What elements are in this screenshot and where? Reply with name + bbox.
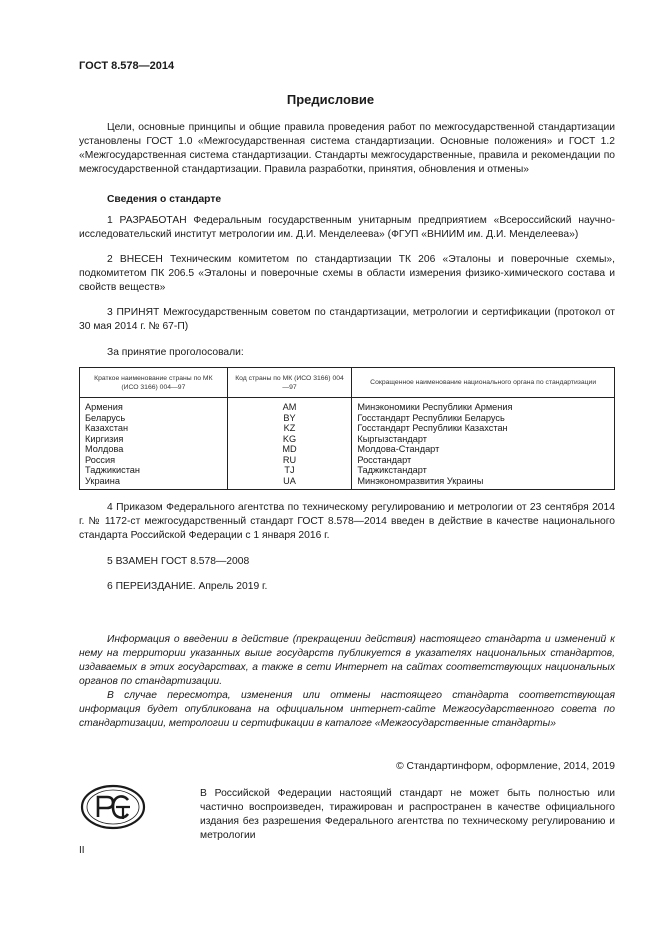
item-5	[79, 555, 615, 569]
body-cell: Минэкономразвития Украины	[352, 476, 615, 490]
country-cell: Беларусь	[80, 413, 228, 424]
table-row	[80, 398, 615, 413]
info-heading: Сведения о стандарте	[107, 194, 222, 205]
table-header-row	[80, 368, 615, 398]
table-header-body: Сокращенное наименование национального органа по стандартизации	[352, 368, 615, 398]
body-cell: Минэкономики Республики Армения	[352, 398, 615, 413]
info-note-1: Информация о введении в действие (прекращении действия) настоящего стандарта и изменений к нему на территории указанных выше государств публикуется в указателях национальных стандартов, издаваемых в этих государствах, а также в сети Интернет на сайтах соответствующих национальных органов по стандартизации.	[79, 634, 615, 687]
code-cell: KZ	[227, 423, 352, 434]
table-header-code: Код страны по МК (ИСО 3166) 004—97	[227, 368, 352, 398]
item-1	[79, 214, 615, 242]
item-3-text: 3 ПРИНЯТ Межгосударственным советом по стандартизации, метрологии и сертификации (протокол от 30 мая 2014 г. № 67-П)	[79, 307, 615, 332]
country-cell: Молдова	[80, 444, 228, 455]
page-title: Предисловие	[286, 92, 375, 107]
country-cell: Казахстан	[80, 423, 228, 434]
item-1-text: 1 РАЗРАБОТАН Федеральным государственным унитарным предприятием «Всероссийский научно-исследовательский институт метрологии им. Д.И. Менделеева» (ФГУП «ВНИИМ им. Д.И. Менделеева»)	[79, 215, 615, 240]
page-number: II	[79, 845, 85, 856]
rst-logo-svg	[80, 784, 146, 830]
table-row	[80, 465, 615, 476]
item-2-text: 2 ВНЕСЕН Техническим комитетом по стандартизации ТК 206 «Эталоны и поверочные схемы», подкомитетом ПК 206.5 «Эталоны и поверочные схемы в области измерения физико-химического состава и свойств веществ»	[79, 254, 615, 293]
item-4	[79, 501, 615, 543]
code-cell: MD	[227, 444, 352, 455]
voted-label: За принятие проголосовали:	[107, 347, 244, 358]
item-6-text: 6 ПЕРЕИЗДАНИЕ. Апрель 2019 г.	[107, 581, 268, 592]
body-cell: Таджикстандарт	[352, 465, 615, 476]
voted-label-block	[79, 346, 615, 360]
code-cell: AM	[227, 398, 352, 413]
code-cell: TJ	[227, 465, 352, 476]
intro-text: Цели, основные принципы и общие правила проведения работ по межгосударственной стандартизации установлены ГОСТ 1.0 «Межгосударственная система стандартизации. Основные положения» и ГОСТ 1.2 «Межгосударственная система стандартизации. Стандарты межгосударственные, правила и рекомендации по межгосударственной стандартизации. Правила разработки, принятия, обновления и отмены»	[79, 122, 615, 175]
document-code-header: ГОСТ 8.578—2014	[79, 60, 175, 72]
table-row	[80, 413, 615, 424]
rst-logo-icon	[80, 784, 146, 830]
copyright-line: © Стандартинформ, оформление, 2014, 2019	[396, 761, 615, 772]
legal-notice-text: В Российской Федерации настоящий стандарт не может быть полностью или частично воспроизведен, тиражирован и распространен в качестве официального издания без разрешения Федерального агентства по техническому регулированию и метрологии	[200, 788, 615, 841]
code-cell: KG	[227, 434, 352, 445]
table-row	[80, 434, 615, 445]
item-4-text: 4 Приказом Федерального агентства по техническому регулированию и метрологии от 23 сентября 2014 г. № 1172-ст межгосударственный стандарт ГОСТ 8.578—2014 введен в действие в качестве национального стандарта Российской Федерации с 1 января 2016 г.	[79, 502, 615, 541]
item-6	[79, 580, 615, 594]
country-cell: Украина	[80, 476, 228, 490]
item-3	[79, 306, 615, 334]
country-cell: Россия	[80, 455, 228, 466]
body-cell: Росстандарт	[352, 455, 615, 466]
item-5-text: 5 ВЗАМЕН ГОСТ 8.578—2008	[107, 556, 250, 567]
table-header-country: Краткое наименование страны по МК (ИСО 3166) 004—97	[80, 368, 228, 398]
table-row	[80, 476, 615, 490]
country-cell: Армения	[80, 398, 228, 413]
info-note-2: В случае пересмотра, изменения или отмены настоящего стандарта соответствующая информация будет опубликована на официальном интернет-сайте Межгосударственного совета по стандартизации, метрологии и сертификации в каталоге «Межгосударственные стандарты»	[79, 690, 615, 729]
country-cell: Таджикистан	[80, 465, 228, 476]
country-cell: Киргизия	[80, 434, 228, 445]
voting-table-wrap	[79, 367, 615, 490]
body-cell: Госстандарт Республики Казахстан	[352, 423, 615, 434]
legal-notice	[200, 787, 615, 843]
code-cell: BY	[227, 413, 352, 424]
code-cell: RU	[227, 455, 352, 466]
table-row	[80, 423, 615, 434]
voting-table	[79, 367, 615, 490]
body-cell: Госстандарт Республики Беларусь	[352, 413, 615, 424]
info-note-block	[79, 633, 615, 731]
body-cell: Кыргызстандарт	[352, 434, 615, 445]
body-cell: Молдова-Стандарт	[352, 444, 615, 455]
table-row	[80, 455, 615, 466]
code-cell: UA	[227, 476, 352, 490]
item-2	[79, 253, 615, 295]
intro-paragraph	[79, 121, 615, 177]
table-row	[80, 444, 615, 455]
